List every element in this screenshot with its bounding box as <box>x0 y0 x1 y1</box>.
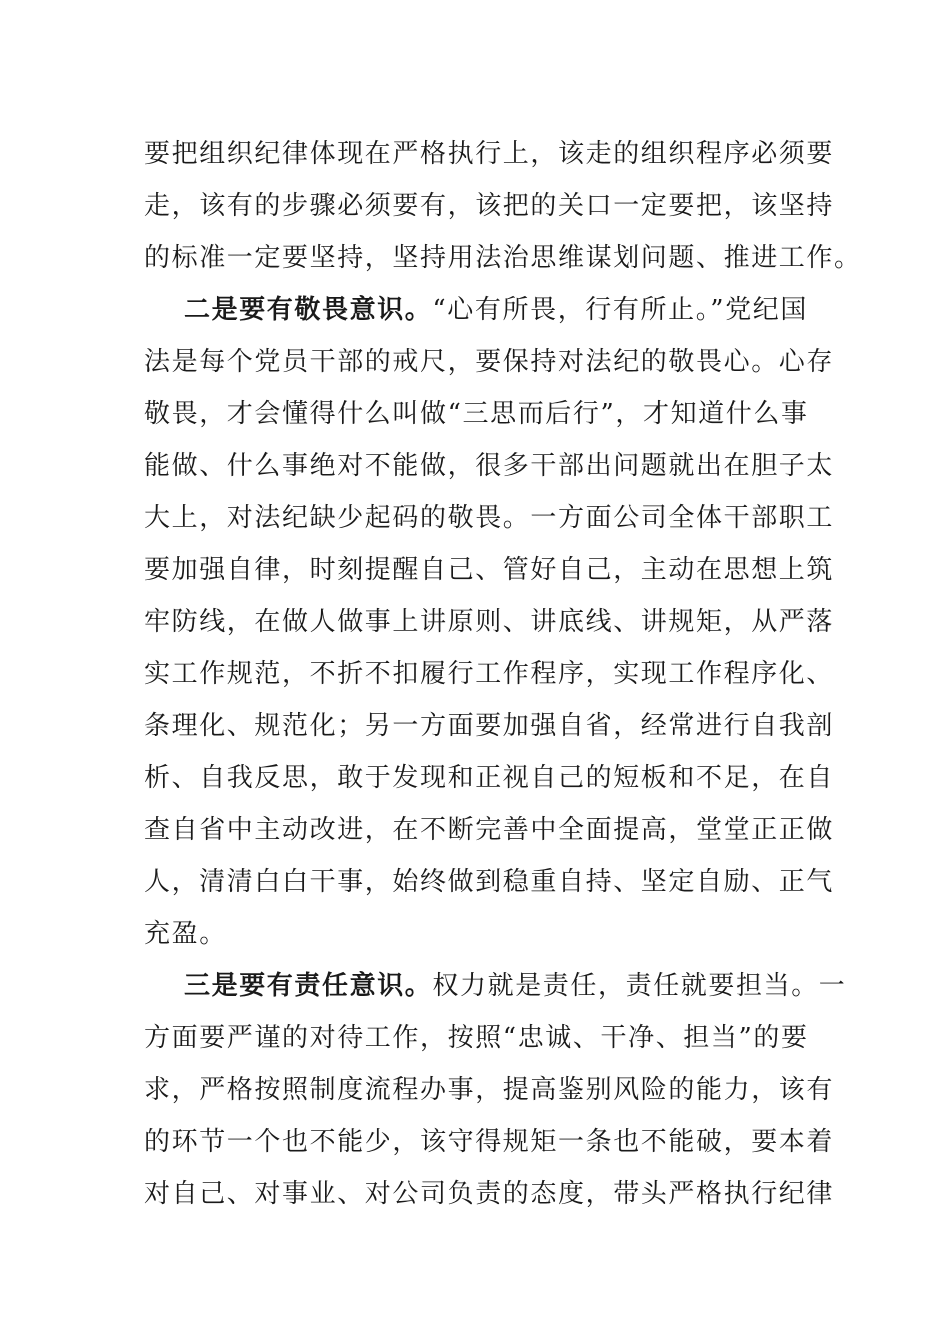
text-line: 走，该有的步骤必须要有，该把的关口一定要把，该坚持 <box>144 191 835 221</box>
text-line: 法是每个党员干部的戒尺，要保持对法纪的敬畏心。心存 <box>144 347 835 377</box>
text-line: 要加强自律，时刻提醒自己、管好自己，主动在思想上筑 <box>144 555 835 585</box>
paragraph-2 <box>144 284 835 960</box>
text-line: 的标准一定要坚持，坚持用法治思维谋划问题、推进工作。 <box>144 243 862 273</box>
paragraph-3 <box>144 960 847 1220</box>
section-heading: 三是要有责任意识。 <box>184 971 433 1001</box>
text-line: 大上，对法纪缺少起码的敬畏。一方面公司全体干部职工 <box>144 503 835 533</box>
paragraph-first-line <box>144 960 847 1012</box>
text-line: 查自省中主动改进，在不断完善中全面提高，堂堂正正做 <box>144 815 835 845</box>
paragraph-1 <box>144 128 862 284</box>
text-line: 要把组织纪律体现在严格执行上，该走的组织程序必须要 <box>144 139 835 169</box>
text-line: 方面要严谨的对待工作，按照“忠诚、干净、担当”的要 <box>144 1023 809 1053</box>
section-heading: 二是要有敬畏意识。 <box>184 295 433 325</box>
text-line: 条理化、规范化；另一方面要加强自省，经常进行自我剖 <box>144 711 835 741</box>
text-line: 析、自我反思，敢于发现和正视自己的短板和不足，在自 <box>144 763 835 793</box>
text-line: 对自己、对事业、对公司负责的态度，带头严格执行纪律 <box>144 1179 835 1209</box>
text-span: “心有所畏，行有所止。”党纪国 <box>432 295 808 325</box>
text-line: 求，严格按照制度流程办事，提高鉴别风险的能力，该有 <box>144 1075 835 1105</box>
text-line: 牢防线，在做人做事上讲原则、讲底线、讲规矩，从严落 <box>144 607 835 637</box>
text-line: 人，清清白白干事，始终做到稳重自持、坚定自励、正气 <box>144 867 835 897</box>
paragraph-first-line <box>144 284 808 336</box>
text-span: 权力就是责任，责任就要担当。一 <box>432 971 847 1001</box>
text-line: 实工作规范，不折不扣履行工作程序，实现工作程序化、 <box>144 659 835 689</box>
text-line: 的环节一个也不能少，该守得规矩一条也不能破，要本着 <box>144 1127 835 1157</box>
text-line: 充盈。 <box>144 919 227 949</box>
text-line: 敬畏，才会懂得什么叫做“三思而后行”，才知道什么事 <box>144 399 809 429</box>
text-line: 能做、什么事绝对不能做，很多干部出问题就出在胆子太 <box>144 451 835 481</box>
document-body <box>144 128 862 1220</box>
